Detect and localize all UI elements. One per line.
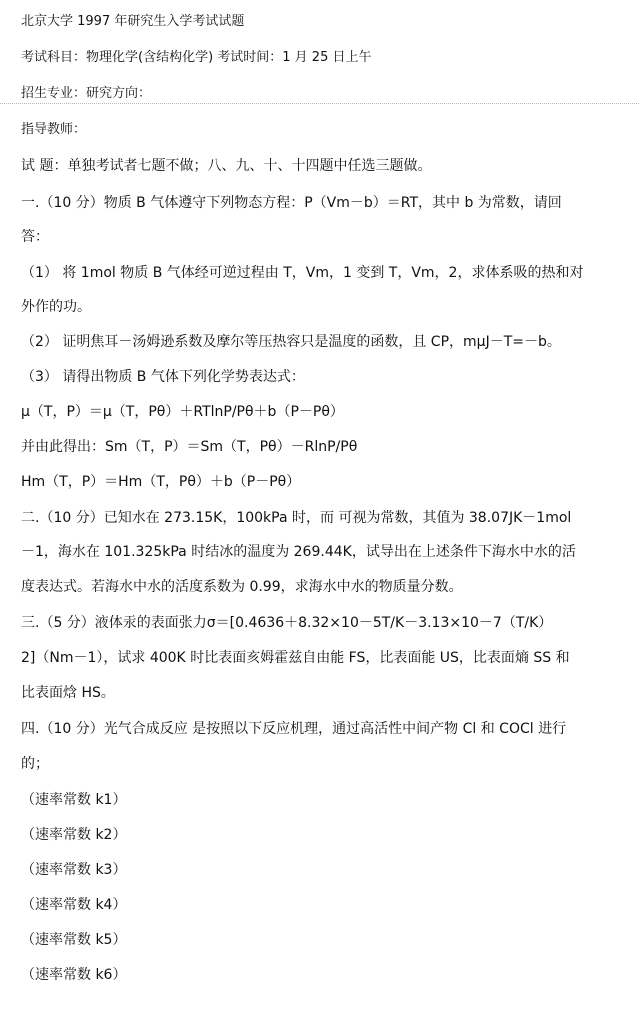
question-1-part-2: （2） 证明焦耳－汤姆逊系数及摩尔等压热容只是温度的函数，且 CP，mμJ－T=－b。 <box>21 334 561 350</box>
formula-mu: μ（T，P）＝μ（T，Pθ）＋RTlnP/Pθ＋b（P－Pθ） <box>21 404 344 420</box>
question-2-line-3: 度表达式。若海水中水的活度系数为 0.99，求海水中水的物质量分数。 <box>21 579 463 595</box>
question-1-line-2: 答： <box>21 229 49 245</box>
rate-constant-k6: （速率常数 k6） <box>21 967 127 983</box>
advisor-line: 指导教师： <box>21 122 87 137</box>
major-line: 招生专业：研究方向： <box>21 86 152 101</box>
subject-line: 考试科目：物理化学(含结构化学) 考试时间：1 月 25 日上午 <box>21 50 372 65</box>
question-1-line-1: 一.（10 分）物质 B 气体遵守下列物态方程：P（Vm－b）＝RT，其中 b 为常数，请回 <box>21 195 562 211</box>
question-4-line-1: 四.（10 分）光气合成反应 是按照以下反应机理，通过高活性中间产物 Cl 和 COCl 进行 <box>21 721 567 737</box>
question-3-line-2: 2]（Nm－1），试求 400K 时比表面亥姆霍兹自由能 FS，比表面能 US，比表面熵 SS 和 <box>21 650 570 666</box>
rate-constant-k3: （速率常数 k3） <box>21 862 127 878</box>
rate-constant-k1: （速率常数 k1） <box>21 792 127 808</box>
question-1-part-1-line-2: 外作的功。 <box>21 299 91 315</box>
formula-sm: 并由此得出：Sm（T，P）＝Sm（T，Pθ）－RlnP/Pθ <box>21 439 358 455</box>
question-4-line-2: 的； <box>21 756 49 772</box>
question-3-line-3: 比表面焓 HS。 <box>21 685 115 701</box>
formula-hm: Hm（T，P）＝Hm（T，Pθ）＋b（P－Pθ） <box>21 474 301 490</box>
question-1-part-3: （3） 请得出物质 B 气体下列化学势表达式： <box>21 369 305 385</box>
instruction-line: 试 题：单独考试者七题不做；八、九、十、十四题中任选三题做。 <box>21 158 432 174</box>
question-2-line-1: 二.（10 分）已知水在 273.15K，100kPa 时，而 可视为常数，其值为 38.07JK－1mol <box>21 510 572 526</box>
question-3-line-1: 三.（5 分）液体汞的表面张力σ＝[0.4636＋8.32×10－5T/K－3.13×10－7（T/K） <box>21 615 553 631</box>
question-1-part-1-line-1: （1） 将 1mol 物质 B 气体经可逆过程由 T，Vm，1 变到 T，Vm，2，求体系吸的热和对 <box>21 265 584 281</box>
question-2-line-2: －1，海水在 101.325kPa 时结冰的温度为 269.44K，试导出在上述条件下海水中水的活 <box>21 544 576 560</box>
rate-constant-k2: （速率常数 k2） <box>21 827 127 843</box>
rate-constant-k5: （速率常数 k5） <box>21 932 127 948</box>
exam-title: 北京大学 1997 年研究生入学考试试题 <box>21 14 245 29</box>
rate-constant-k4: （速率常数 k4） <box>21 897 127 913</box>
